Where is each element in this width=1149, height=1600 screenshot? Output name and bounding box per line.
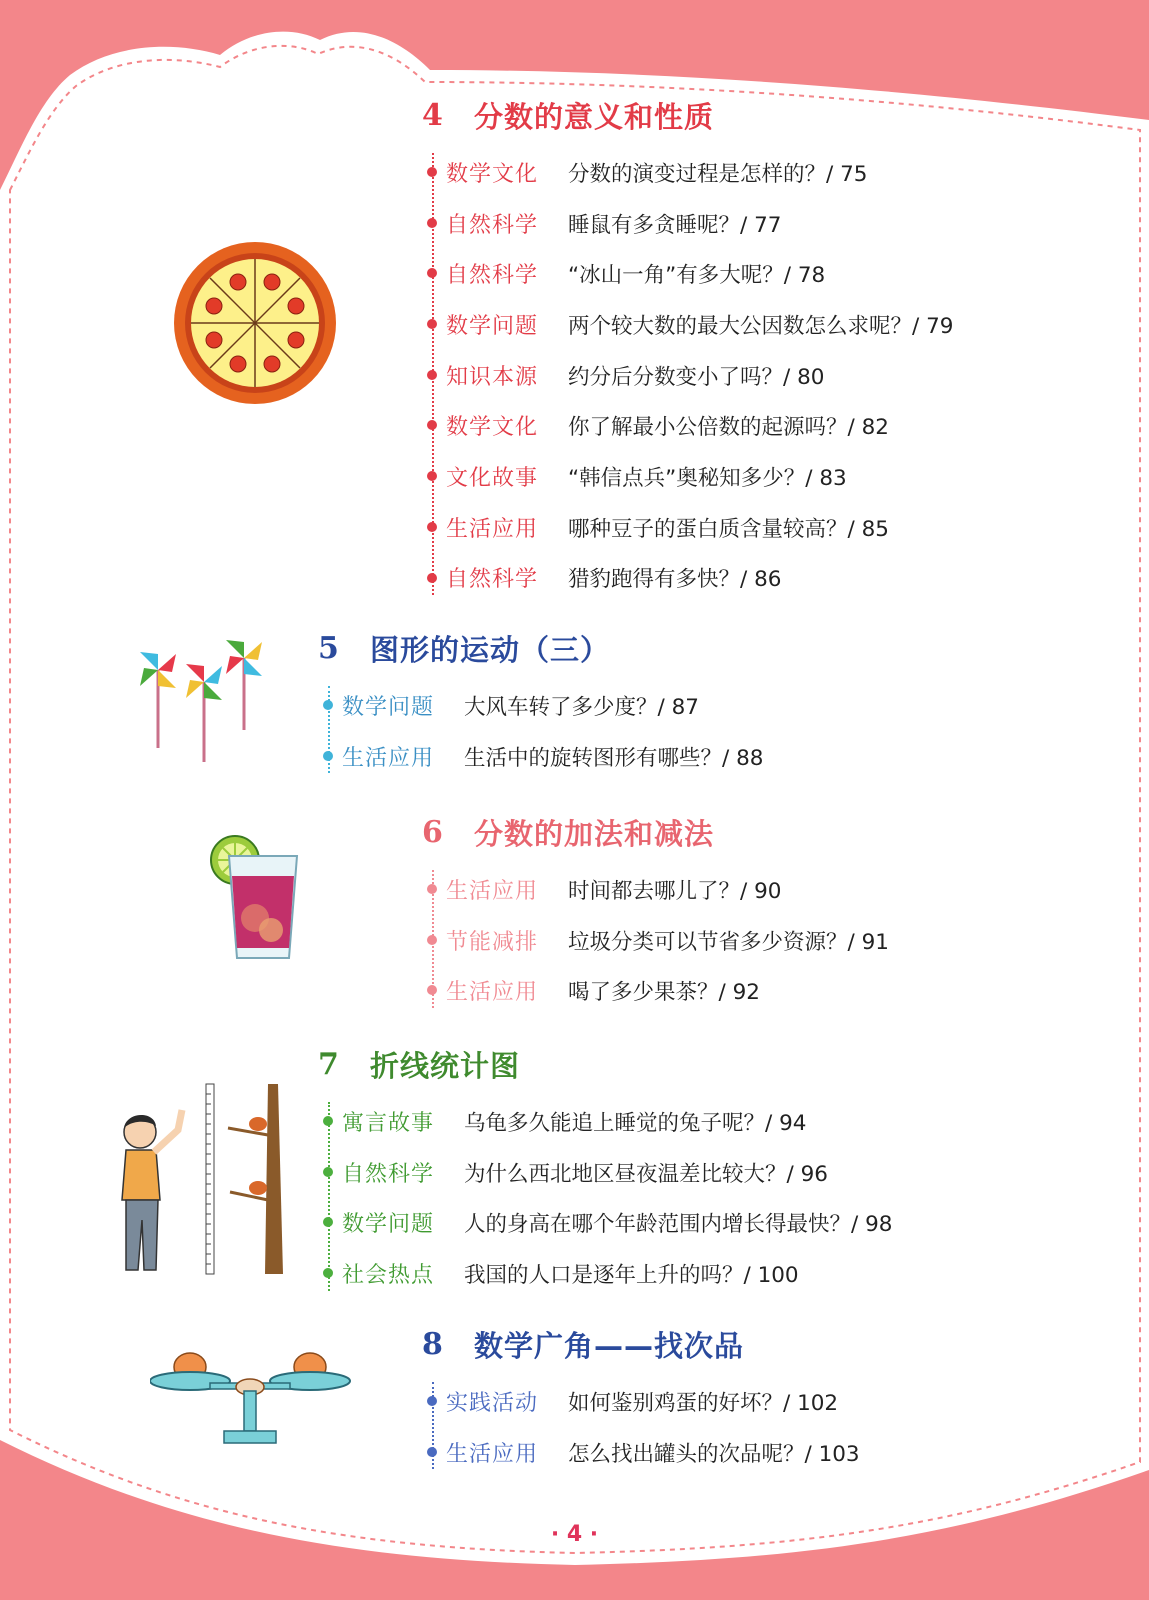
entry-title: 约分后分数变小了吗？/ 80 [568, 364, 825, 390]
chapter-number: 7 [318, 1046, 339, 1082]
entry-title: 哪种豆子的蛋白质含量较高？/ 85 [568, 516, 889, 542]
entry-category: 自然科学 [446, 263, 539, 289]
toc-entry[interactable] [422, 502, 953, 553]
entry-category: 数学问题 [342, 694, 435, 720]
boy-measuring-height-illustration [118, 1080, 293, 1280]
bullet-dot [323, 1167, 333, 1177]
toc-entry[interactable] [422, 553, 953, 604]
chapter-heading[interactable] [318, 624, 763, 672]
entry-category: 生活应用 [446, 1441, 539, 1467]
entry-title: 乌龟多久能追上睡觉的兔子呢？/ 94 [464, 1110, 807, 1136]
entry-title: 喝了多少果茶？/ 92 [568, 980, 760, 1006]
entry-title: 怎么找出罐头的次品呢？/ 103 [568, 1441, 860, 1467]
chapter-number: 4 [422, 97, 443, 133]
entry-title: 为什么西北地区昼夜温差比较大？/ 96 [464, 1161, 828, 1187]
pizza-illustration [172, 240, 338, 406]
chapter-5 [318, 624, 763, 781]
toc-entry[interactable] [422, 400, 953, 451]
entry-category: 数学问题 [446, 313, 539, 339]
entry-title: 分数的演变过程是怎样的？/ 75 [568, 161, 868, 187]
entry-title: 人的身高在哪个年龄范围内增长得最快？/ 98 [464, 1212, 893, 1238]
chapter-title: 数学广角——找次品 [474, 1328, 745, 1363]
toc-entry[interactable] [318, 1096, 892, 1147]
entry-category: 数学问题 [342, 1212, 435, 1238]
entry-title: “韩信点兵”奥秘知多少？/ 83 [568, 465, 847, 491]
entry-title: 如何鉴别鸡蛋的好坏？/ 102 [568, 1390, 839, 1416]
entry-list [318, 1096, 892, 1299]
balance-scale-illustration [150, 1345, 360, 1450]
chapter-8 [422, 1320, 860, 1477]
entry-category: 数学文化 [446, 161, 539, 187]
bullet-dot [323, 1217, 333, 1227]
entry-title: 睡鼠有多贪睡呢？/ 77 [568, 212, 782, 238]
toc-entry[interactable] [318, 1197, 892, 1248]
entry-category: 自然科学 [342, 1161, 435, 1187]
bullet-dot [323, 751, 333, 761]
entry-category: 生活应用 [446, 980, 539, 1006]
toc-entry[interactable] [422, 451, 953, 502]
juice-glass-illustration [205, 830, 305, 970]
toc-entry[interactable] [422, 350, 953, 401]
bullet-dot [427, 167, 437, 177]
toc-entry[interactable] [318, 1248, 892, 1299]
entry-category: 社会热点 [342, 1262, 435, 1288]
bullet-dot [427, 573, 437, 583]
bullet-dot [427, 1396, 437, 1406]
entry-title: 猎豹跑得有多快？/ 86 [568, 567, 782, 593]
bullet-dot [323, 700, 333, 710]
pinwheels-illustration [120, 630, 280, 765]
entry-category: 生活应用 [446, 878, 539, 904]
chapter-number: 6 [422, 814, 443, 850]
chapter-title: 折线统计图 [370, 1048, 521, 1083]
bullet-dot [427, 420, 437, 430]
chapter-heading[interactable] [318, 1040, 892, 1088]
toc-entry[interactable] [422, 915, 889, 966]
entry-list [422, 1376, 860, 1477]
chapter-heading[interactable] [422, 808, 889, 856]
chapter-4 [422, 91, 953, 603]
entry-title: 我国的人口是逐年上升的吗？/ 100 [464, 1262, 799, 1288]
toc-entry[interactable] [422, 965, 889, 1016]
entry-category: 实践活动 [446, 1390, 539, 1416]
entry-category: 节能减排 [446, 929, 539, 955]
entry-category: 生活应用 [342, 745, 435, 771]
page-number: · 4 · [550, 1522, 599, 1547]
entry-category: 文化故事 [446, 465, 539, 491]
toc-entry[interactable] [422, 864, 889, 915]
toc-entry[interactable] [422, 147, 953, 198]
bullet-dot [427, 218, 437, 228]
entry-list [422, 864, 889, 1016]
chapter-number: 5 [318, 630, 339, 666]
toc-entry[interactable] [422, 1427, 860, 1478]
entry-title: 垃圾分类可以节省多少资源？/ 91 [568, 929, 889, 955]
toc-entry[interactable] [422, 299, 953, 350]
entry-title: 生活中的旋转图形有哪些？/ 88 [464, 745, 764, 771]
entry-title: 你了解最小公倍数的起源吗？/ 82 [568, 415, 889, 441]
bullet-dot [427, 935, 437, 945]
bullet-dot [323, 1116, 333, 1126]
chapter-heading[interactable] [422, 91, 953, 139]
bullet-dot [427, 884, 437, 894]
entry-list [318, 680, 763, 781]
chapter-heading[interactable] [422, 1320, 860, 1368]
bullet-dot [427, 985, 437, 995]
entry-category: 生活应用 [446, 516, 539, 542]
entry-category: 数学文化 [446, 415, 539, 441]
bullet-dot [323, 1268, 333, 1278]
toc-entry[interactable] [318, 680, 763, 731]
entry-title: 两个较大数的最大公因数怎么求呢？/ 79 [568, 313, 954, 339]
toc-entry[interactable] [318, 1147, 892, 1198]
chapter-title: 分数的加法和减法 [474, 816, 715, 851]
toc-entry[interactable] [422, 1376, 860, 1427]
entry-title: “冰山一角”有多大呢？/ 78 [568, 263, 826, 289]
chapter-title: 图形的运动（三） [370, 632, 611, 667]
bullet-dot [427, 522, 437, 532]
chapter-title: 分数的意义和性质 [474, 99, 715, 134]
toc-entry[interactable] [318, 731, 763, 782]
entry-category: 自然科学 [446, 567, 539, 593]
entry-title: 大风车转了多少度？/ 87 [464, 694, 699, 720]
chapter-6 [422, 808, 889, 1016]
toc-entry[interactable] [422, 198, 953, 249]
entry-category: 自然科学 [446, 212, 539, 238]
bullet-dot [427, 319, 437, 329]
entry-category: 知识本源 [446, 364, 539, 390]
bullet-dot [427, 370, 437, 380]
bullet-dot [427, 471, 437, 481]
entry-list [422, 147, 953, 603]
chapter-number: 8 [422, 1326, 443, 1362]
entry-title: 时间都去哪儿了？/ 90 [568, 878, 782, 904]
bullet-dot [427, 268, 437, 278]
bullet-dot [427, 1447, 437, 1457]
toc-entry[interactable] [422, 248, 953, 299]
entry-category: 寓言故事 [342, 1110, 435, 1136]
chapter-7 [318, 1040, 892, 1299]
